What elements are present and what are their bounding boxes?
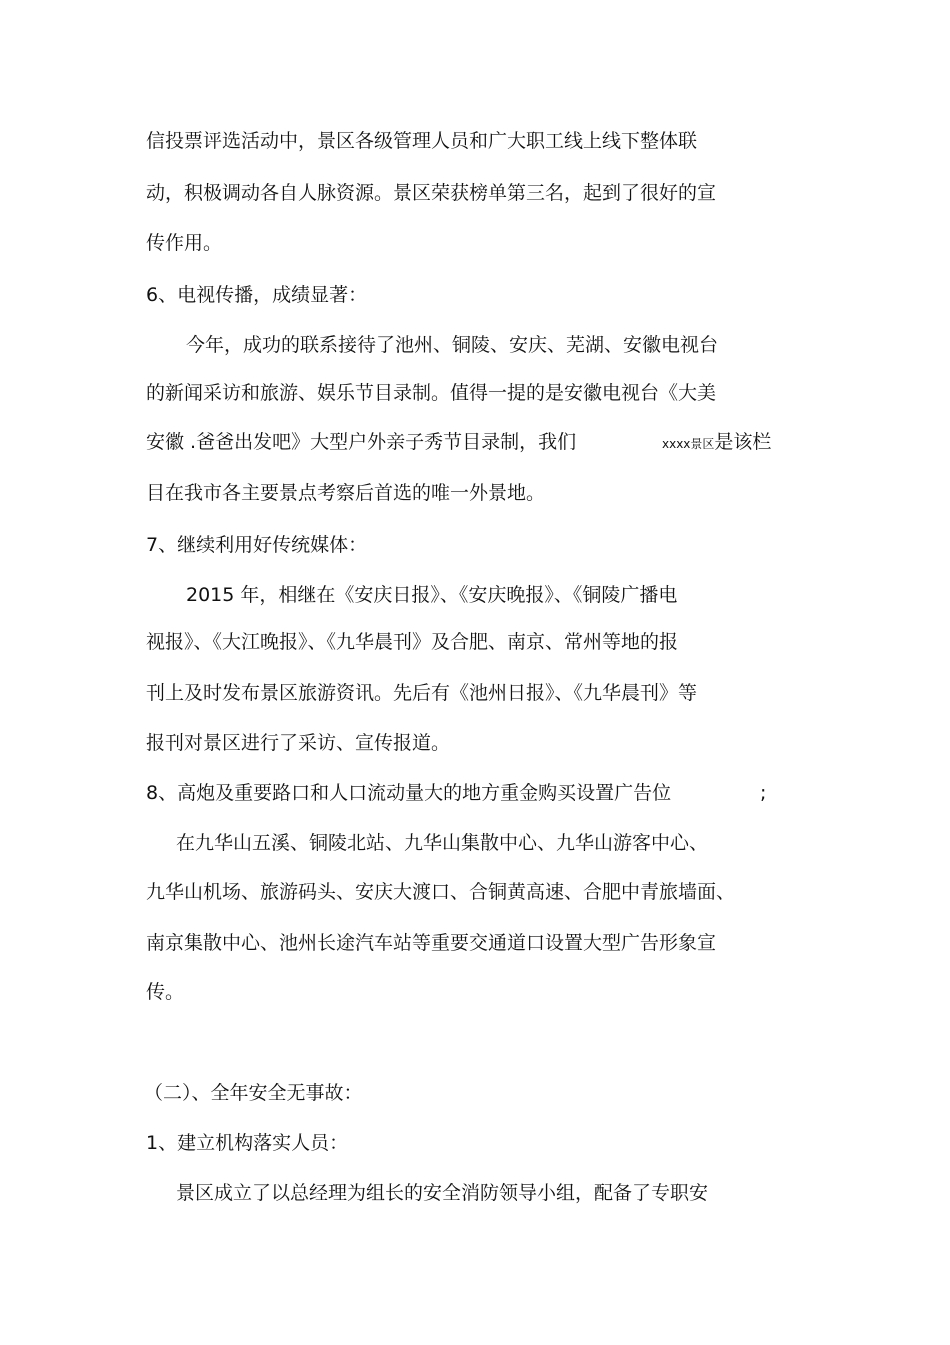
text-line-10: 2015 年，相继在《安庆日报》、《安庆晚报》、《铜陵广播电 [186,584,678,606]
sub-heading-1: 1、建立机构落实人员： [146,1132,349,1154]
text-line-1: 信投票评选活动中，景区各级管理人员和广大职工线上线下整体联 [146,130,698,152]
text-line-15: 在九华山五溪、铜陵北站、九华山集散中心、九华山游客中心、 [176,832,709,854]
text-line-21: 景区成立了以总经理为组长的安全消防领导小组，配备了专职安 [176,1182,709,1204]
text-line-16: 九华山机场、旅游码头、安庆大渡口、合铜黄高速、合肥中青旅墙面、 [146,881,736,903]
section-heading-7: 7、继续利用好传统媒体： [146,534,368,556]
text-line-7: 安徽 .爸爸出发吧》大型户外亲子秀节目录制，我们 [146,431,577,453]
section-heading-8: 8、高炮及重要路口和人口流动量大的地方重金购买设置广告位 [146,782,672,804]
text-line-11: 视报》、《大江晚报》、《九华晨刊》及合肥、南京、常州等地的报 [146,631,679,653]
section-heading-6: 6、电视传播，成绩显著： [146,284,368,306]
section-heading-2: （二）、全年安全无事故： [144,1082,363,1104]
text-line-7-inline [662,430,771,456]
text-line-3: 传作用。 [146,232,223,254]
text-line-5: 今年，成功的联系接待了池州、铜陵、安庆、芜湖、安徽电视台 [186,334,719,356]
text-line-8: 目在我市各主要景点考察后首选的唯一外景地。 [146,482,546,504]
inline-after: 是该栏 [714,431,772,453]
text-line-13: 报刊对景区进行了采访、宣传报道。 [146,732,451,754]
text-line-6: 的新闻采访和旅游、娱乐节目录制。值得一提的是安徽电视台《大美 [146,382,717,404]
text-line-2: 动，积极调动各自人脉资源。景区荣获榜单第三名，起到了很好的宣 [146,182,717,204]
text-line-18: 传。 [146,981,185,1003]
inline-xxxx: xxxx [662,437,691,451]
heading-8-semicolon: ; [760,782,767,804]
text-line-17: 南京集散中心、池州长途汽车站等重要交通道口设置大型广告形象宣 [146,932,717,954]
inline-scenic: 景区 [690,437,715,451]
text-line-12: 刊上及时发布景区旅游资讯。先后有《池州日报》、《九华晨刊》等 [146,682,698,704]
